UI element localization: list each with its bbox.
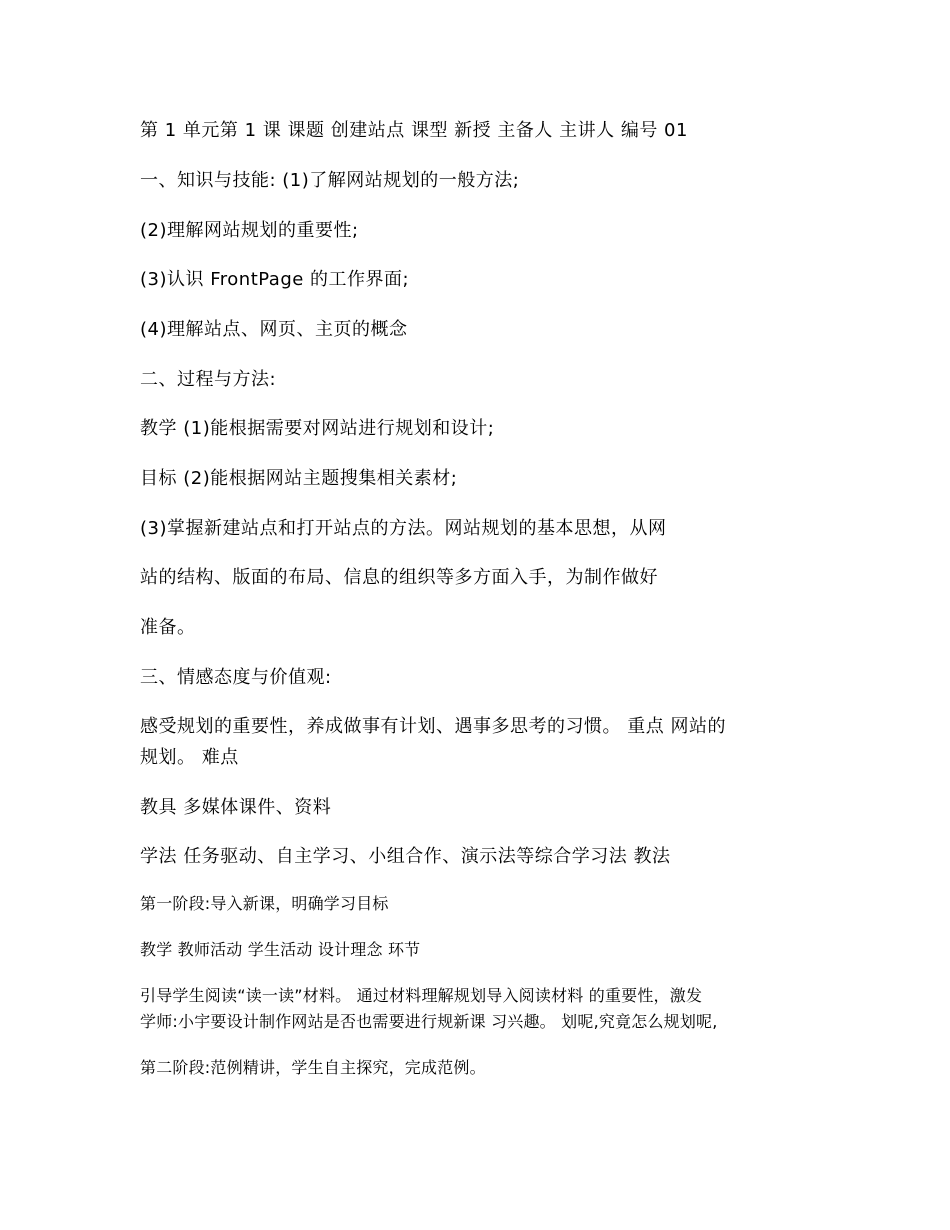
- text-line: 学师:小宇要设计制作网站是否也需要进行规新课 习兴趣。 划呢,究竟怎么规划呢,: [140, 1012, 718, 1031]
- text-line: (2)理解网站规划的重要性;: [140, 220, 359, 241]
- table-header-line: 教学 教师活动 学生活动 设计理念 环节: [140, 940, 421, 959]
- text-line: 感受规划的重要性，养成做事有计划、遇事多思考的习惯。 重点 网站的: [140, 716, 726, 737]
- text-line: 引导学生阅读“读一读”材料。 通过材料理解规划导入阅读材料 的重要性，激发: [140, 986, 703, 1005]
- learning-methods-line: 学法 任务驱动、自主学习、小组合作、演示法等综合学习法 教法: [140, 846, 671, 867]
- stage-two-heading: 第二阶段:范例精讲，学生自主探究，完成范例。: [140, 1058, 486, 1077]
- text-line: (4)理解站点、网页、主页的概念: [140, 319, 408, 340]
- text-line: (3)认识 FrontPage 的工作界面;: [140, 269, 410, 290]
- text-line: 规划。 难点: [140, 747, 239, 768]
- text-line: 准备。: [140, 617, 196, 638]
- text-line: 目标 (2)能根据网站主题搜集相关素材;: [140, 468, 458, 489]
- process-methods-heading: 二、过程与方法:: [140, 369, 277, 390]
- text-line: 站的结构、版面的布局、信息的组织等多方面入手，为制作做好: [140, 567, 658, 588]
- text-line: 教学 (1)能根据需要对网站进行规划和设计;: [140, 418, 495, 439]
- knowledge-skills-heading: 一、知识与技能: (1)了解网站规划的一般方法;: [140, 170, 520, 191]
- text-line: (3)掌握新建站点和打开站点的方法。网站规划的基本思想，从网: [140, 518, 667, 539]
- teaching-aids-line: 教具 多媒体课件、资料: [140, 797, 332, 818]
- emotion-values-heading: 三、情感态度与价值观:: [140, 667, 332, 688]
- lesson-header: 第 1 单元第 1 课 课题 创建站点 课型 新授 主备人 主讲人 编号 01: [140, 120, 688, 141]
- stage-one-heading: 第一阶段:导入新课，明确学习目标: [140, 894, 389, 913]
